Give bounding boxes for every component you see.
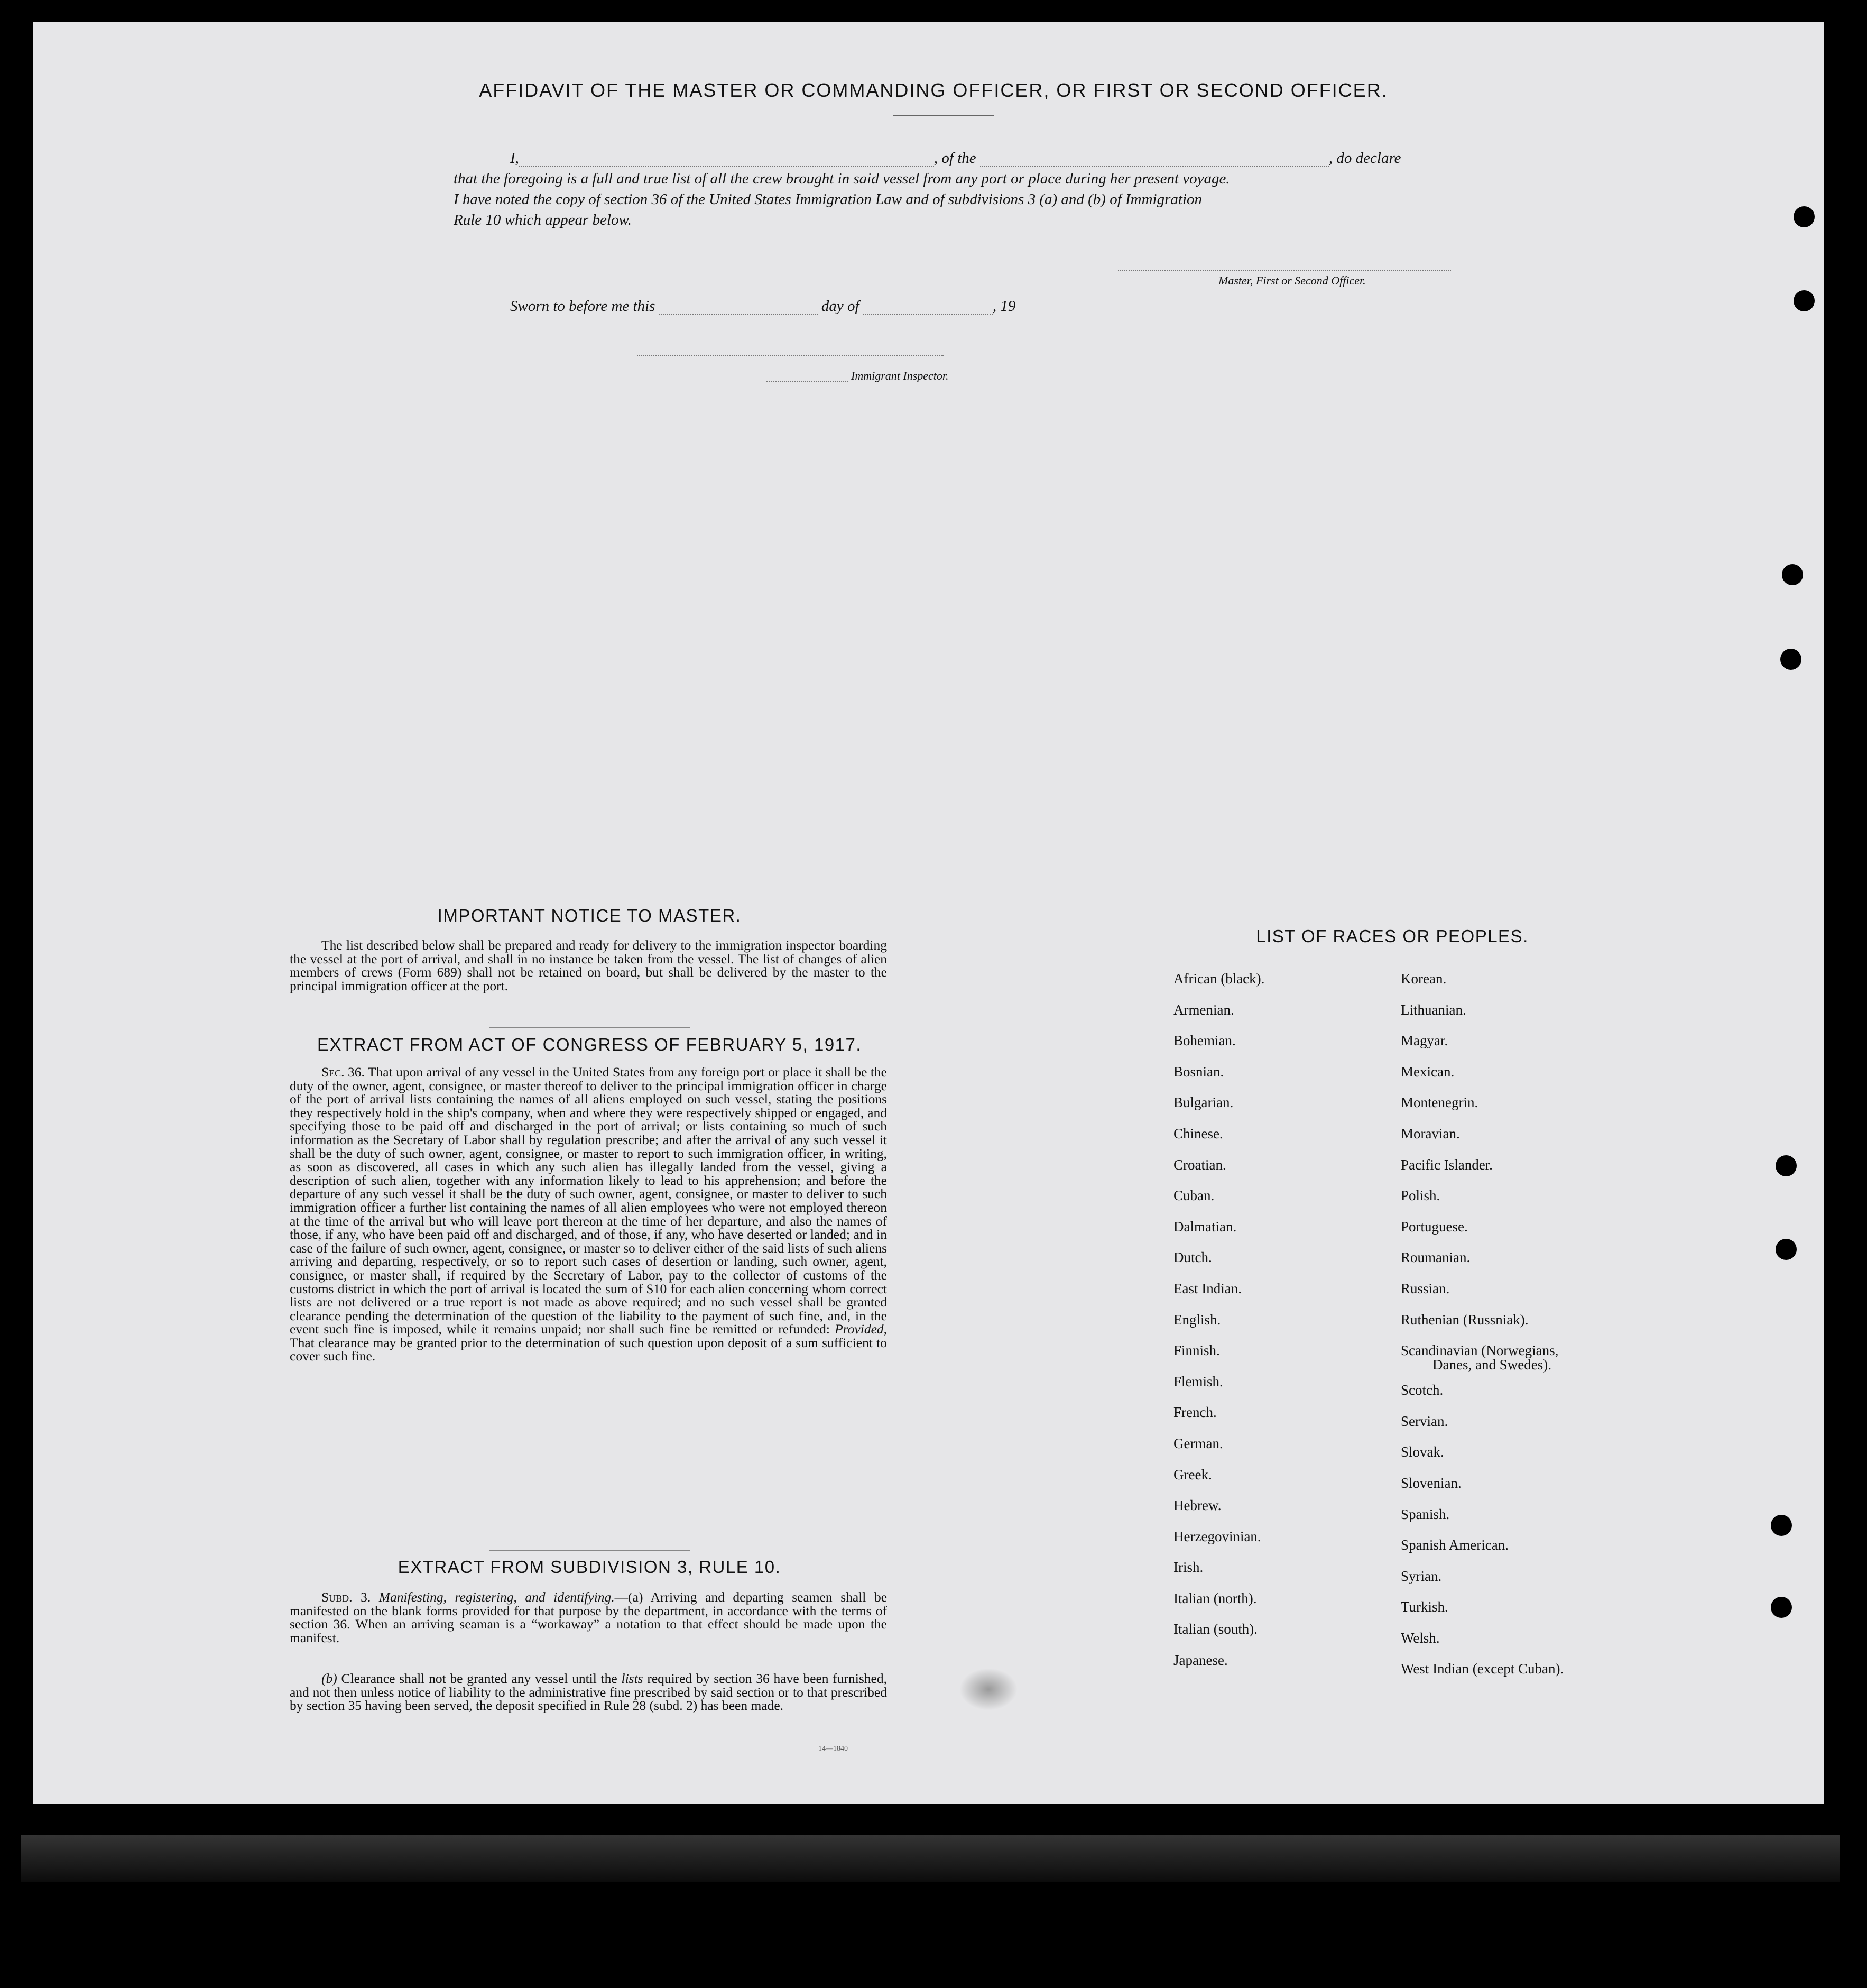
affidavit-i-label: I, [510,150,519,167]
race-item: Italian (south). [1173,1621,1258,1637]
punch-hole [1794,206,1815,227]
race-item: Lithuanian. [1401,1001,1466,1018]
inspector-caption: Immigrant Inspector. [851,369,949,382]
race-item: Finnish. [1173,1342,1220,1359]
para-b-label: (b) [321,1671,337,1686]
affidavit-declaration-line [510,150,1401,167]
race-item: Ruthenian (Russniak). [1401,1311,1529,1328]
race-item: Mexican. [1401,1063,1455,1080]
race-item: Portuguese. [1401,1218,1468,1235]
race-item: Dalmatian. [1173,1218,1237,1235]
punch-hole [1782,564,1803,585]
race-item: Japanese. [1173,1652,1228,1669]
punch-hole [1771,1597,1792,1618]
race-item: Spanish. [1401,1506,1450,1522]
ink-smudge [959,1668,1018,1710]
race-item: Italian (north). [1173,1590,1257,1606]
para-a-label: —(a) [614,1589,643,1605]
race-item: Armenian. [1173,1001,1234,1018]
race-item: Chinese. [1173,1125,1223,1142]
race-item: East Indian. [1173,1280,1242,1296]
race-item: Pacific Islander. [1401,1156,1493,1173]
sworn-label: Sworn to before me this [510,298,655,315]
race-item: Montenegrin. [1401,1094,1478,1111]
affidavit-title: AFFIDAVIT OF THE MASTER OR COMMANDING OFFICER, OR FIRST OR SECOND OFFICER. [479,79,1388,101]
affidavit-line-2: that the foregoing is a full and true list of all the crew brought in said vessel from any port or place during her present voyage. [454,170,1230,187]
provided-label: Provided, [835,1321,888,1337]
rule-para-b [290,1672,887,1713]
sworn-day-of-label: day of [821,298,859,315]
race-item: French. [1173,1404,1217,1421]
race-item: Cuban. [1173,1188,1215,1204]
race-item: Flemish. [1173,1373,1223,1389]
vessel-name-blank[interactable] [980,152,1329,167]
sworn-year-label: , 19 [992,298,1016,315]
race-item: Dutch. [1173,1249,1212,1266]
race-item: Magyar. [1401,1033,1448,1049]
race-item: Bosnian. [1173,1063,1224,1080]
race-item: Slovenian. [1401,1475,1462,1491]
section-divider [489,1550,690,1551]
notice-text [290,938,887,992]
form-number: 14—1840 [818,1745,848,1753]
affidavit-line-4: Rule 10 which appear below. [454,211,632,228]
affidavit-of-the-label: , of the [934,150,976,167]
notice-body: The list described below shall be prepared and ready for delivery to the immigration inspector boarding the vessel at the port of arrival, and shall in no instance be taken from the vessel. The list of changes of alien members of crews (Form 689) shall not be retained on board, but shall be delivered by the master to the principal immigration officer at the port. [290,937,887,993]
race-item: Welsh. [1401,1630,1440,1646]
title-underline [893,115,994,116]
para-b-lists: lists [621,1671,643,1686]
races-right-column [1401,971,1564,1692]
race-item: Danes, and Swedes). [1432,1357,1551,1373]
race-item: Scotch. [1401,1382,1444,1398]
sworn-day-blank[interactable] [659,300,818,315]
race-item: Greek. [1173,1466,1212,1483]
race-item: Bulgarian. [1173,1094,1234,1111]
race-item: Scandinavian (Norwegians, [1401,1342,1559,1359]
affidavit-line-3: I have noted the copy of section 36 of the United States Immigration Law and of subdivisions 3 (a) and (b) of Immigration [454,191,1203,208]
race-item: Slovak. [1401,1444,1444,1460]
race-item: Irish. [1173,1559,1204,1576]
punch-hole [1780,649,1801,670]
punch-hole [1776,1239,1797,1260]
name-blank[interactable] [519,152,934,167]
subd-label: Subd. 3. [321,1589,371,1605]
inspector-name-blank[interactable] [766,367,848,382]
master-signature-line[interactable] [1118,256,1451,271]
act-body: That upon arrival of any vessel in the United States from any foreign port or place it shall be the duty of the owner, agent, consignee, or master thereof to deliver to the principal immigration officer in charge of the port of arrival lists containing the names of all aliens employed on such vessel, stating the positions they respectively hold in the ship's company, when and where they were respectively shipped or engaged, and specifying those to be paid off and discharged in the port of arrival; or lists containing so much of such information as the Secretary of Labor shall by regulation prescribe; and after the arrival of any such vessel it shall be the duty of such owner, agent, consignee, or master to report to such immigration officer, in writing, as soon as discovered, all cases in which any such alien has illegally landed from the vessel, giving a description of such alien, together with any information likely to lead to his apprehension; and before the departure of any such vessel it shall be the duty of such owner, agent, consignee, or master to deliver to such immigration officer a further list containing the names of all alien employees who were not employed thereon at the time of the arrival but who will leave port thereon at the time of her departure, and also the names of those, if any, who have been paid off and discharged, and of those, if any, who have deserted or landed; and in case of the failure of such owner, agent, consignee, or master so to deliver either of the said lists of such aliens arriving and departing, respectively, or so to report such cases of desertion or landing, such owner, agent, consignee, or master shall, if required by the Secretary of Labor, pay to the collector of customs of the customs district in which the port of arrival is located the sum of $10 for each alien concerning whom correct lists are not delivered or a true report is not made as above required; and no such vessel shall be granted clearance pending the determination of the question of the liability to the payment of such fine, and, in the event such fine is imposed, while it remains unpaid; nor shall such fine be remitted or refunded: [290,1064,888,1337]
para-b-pre: Clearance shall not be granted any vessel until the [341,1671,617,1686]
affidavit-declare-label: , do declare [1328,150,1401,167]
races-left-column [1173,971,1264,1683]
sworn-month-blank[interactable] [863,300,993,315]
race-item: Hebrew. [1173,1497,1222,1514]
race-item: Roumanian. [1401,1249,1471,1266]
punch-hole [1794,290,1815,311]
act-title: EXTRACT FROM ACT OF CONGRESS OF FEBRUARY 5, 1917. [317,1035,862,1054]
race-item: West Indian (except Cuban). [1401,1661,1564,1677]
notice-title: IMPORTANT NOTICE TO MASTER. [437,906,742,925]
sworn-line [510,298,1015,315]
rule-para-a [290,1590,887,1644]
race-item: Servian. [1401,1413,1448,1429]
race-item: Herzegovinian. [1173,1528,1261,1544]
races-title: LIST OF RACES OR PEOPLES. [1256,926,1529,946]
para-b-post: required by section 36 have been furnished, and not then unless notice of liability to the administrative fine prescribed by said section or to that prescribed by section 35 having been served, the deposit specified in Rule 28 (subd. 2) has been made. [290,1671,887,1714]
race-item: Syrian. [1401,1568,1442,1584]
race-item: German. [1173,1435,1223,1451]
punch-hole [1771,1515,1792,1536]
race-item: Spanish American. [1401,1537,1509,1553]
race-item: Russian. [1401,1280,1450,1296]
race-item: English. [1173,1311,1221,1328]
scan-edge-strip [21,1835,1840,1882]
race-item: African (black). [1173,971,1265,987]
para-a-body: Arriving and departing seamen shall be manifested on the blank forms provided for that purpose by the department, in accordance with the terms of section 36. When an arriving seaman is a “workaway” a notation to that effect should be made upon the manifest. [290,1589,888,1645]
race-item: Turkish. [1401,1599,1448,1615]
inspector-signature-line[interactable] [637,341,944,356]
punch-hole [1776,1155,1797,1176]
race-item: Polish. [1401,1188,1440,1204]
act-text [290,1065,887,1363]
act-body-end: That clearance may be granted prior to the determination of such question upon deposit of a sum sufficient to cover such fine. [290,1334,887,1364]
race-item: Moravian. [1401,1125,1460,1142]
race-item: Bohemian. [1173,1033,1236,1049]
race-item: Korean. [1401,971,1447,987]
rule-title: EXTRACT FROM SUBDIVISION 3, RULE 10. [398,1557,781,1577]
master-signature-caption: Master, First or Second Officer. [1218,274,1366,287]
subd-heading: Manifesting, registering, and identifying. [378,1589,615,1605]
section-divider [489,1027,690,1028]
race-item: Croatian. [1173,1156,1226,1173]
section-label: Sec. 36. [321,1064,365,1080]
